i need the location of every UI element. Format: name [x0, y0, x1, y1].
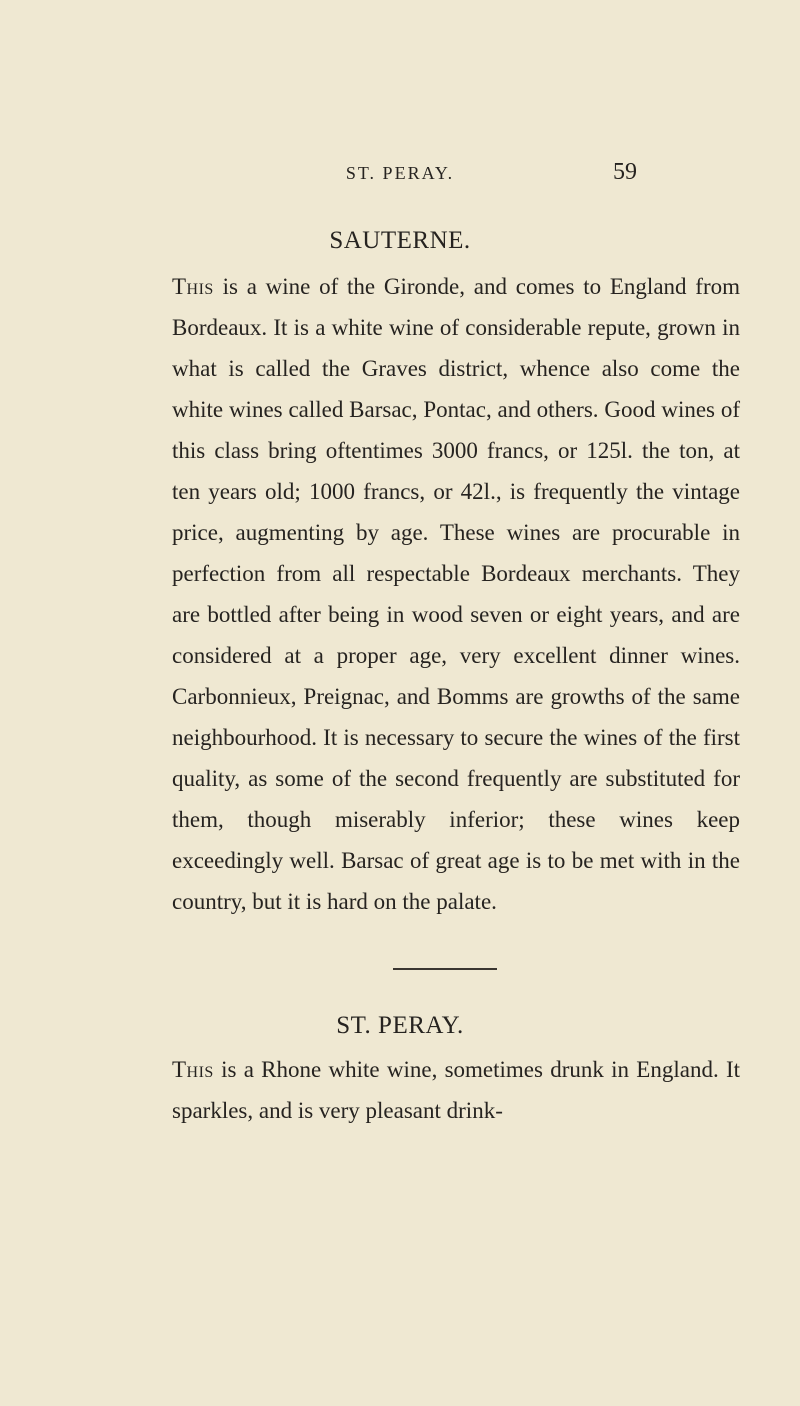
paragraph-text: is a wine of the Gironde, and comes to England from Bordeaux. It is a white wine of considerable repute, grown in what is called the Graves district, whence also come the white wines called Barsac, Pontac, and others. Good wines of this class bring oftentimes 3000 francs, or 125l. the ton, at ten years old; 1000 francs, or 42l., is frequently the vintage price, augmenting by age. These wines are procurable in perfection from all respectable Bordeaux merchants. They are bottled after being in wood seven or eight years, and are considered at a proper age, very excellent dinner wines. Carbonnieux, Preignac, and Bomms are growths of the same neighbourhood. It is necessary to secure the wines of the first quality, as some of the second frequently are substituted for them, though miserably inferior; these wines keep exceedingly well. Barsac of great age is to be met with in the country, but it is hard on the palate. [172, 274, 740, 914]
section-divider [393, 968, 497, 970]
section-title-sauterne: SAUTERNE. [329, 227, 471, 254]
paragraph-text: is a Rhone white wine, sometimes drunk in England. It sparkles, and is very pleasant drink- [172, 1057, 741, 1123]
section-body-sauterne [172, 266, 740, 922]
running-header [0, 159, 800, 193]
page-number: 59 [613, 159, 637, 185]
section-title-st-peray: ST. PERAY. [336, 1012, 464, 1039]
lead-word: This [172, 1057, 214, 1082]
running-title: ST. PERAY. [345, 163, 455, 183]
section-body-st-peray [172, 1049, 740, 1131]
lead-word: This [172, 274, 214, 299]
